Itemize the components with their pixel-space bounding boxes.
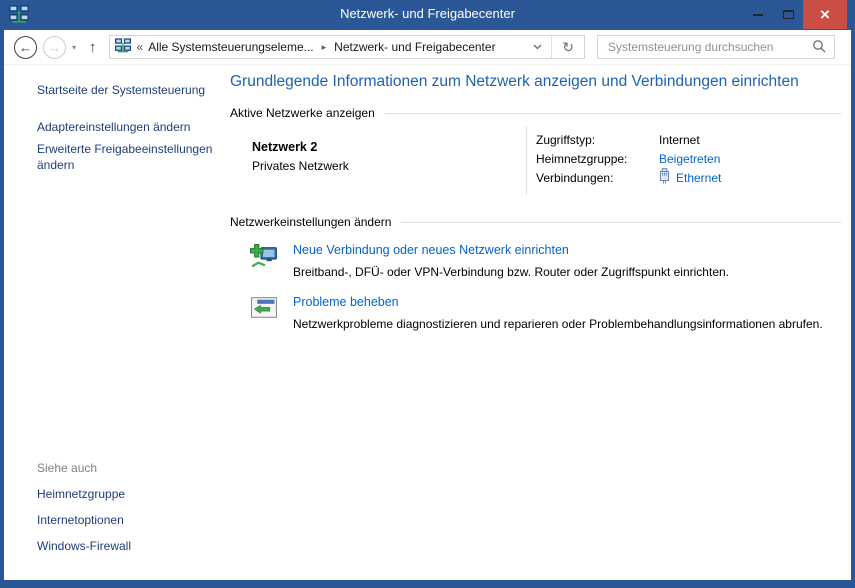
up-button[interactable] xyxy=(89,39,97,56)
network-settings-label: Netzwerkeinstellungen ändern xyxy=(230,215,392,229)
detail-label: Zugriffstyp: xyxy=(536,132,596,147)
troubleshoot-description: Netzwerkprobleme diagnostizieren und reparieren oder Problembehandlungsinformationen abrufen. xyxy=(293,317,823,331)
task-new-connection xyxy=(230,243,841,281)
search-icon[interactable] xyxy=(812,39,826,56)
maximize-icon xyxy=(783,10,794,19)
detail-row-access-type xyxy=(536,130,841,149)
homegroup-status-link[interactable]: Beigetreten xyxy=(659,151,721,166)
forward-icon: → xyxy=(48,39,61,55)
chevron-down-icon xyxy=(533,44,542,50)
forward-button[interactable] xyxy=(43,36,66,59)
detail-label: Verbindungen: xyxy=(536,170,614,185)
page-title: Grundlegende Informationen zum Netzwerk anzeigen und Verbindungen einrichten xyxy=(230,73,799,90)
breadcrumb-item-network-center[interactable]: Netzwerk- und Freigabecenter xyxy=(334,40,496,54)
network-type: Privates Netzwerk xyxy=(252,159,349,173)
back-icon: ← xyxy=(19,39,32,55)
detail-row-connections xyxy=(536,168,841,187)
access-type-value: Internet xyxy=(659,132,700,147)
active-networks-label: Aktive Netzwerke anzeigen xyxy=(230,106,375,120)
search-box[interactable] xyxy=(597,35,835,59)
minimize-button[interactable] xyxy=(743,0,773,29)
sidebar-item-change-adapter-settings[interactable]: Adaptereinstellungen ändern xyxy=(37,120,191,134)
see-also-section xyxy=(37,461,131,564)
back-button[interactable] xyxy=(14,36,37,59)
address-dropdown-button[interactable] xyxy=(524,44,551,50)
troubleshoot-link[interactable]: Probleme beheben xyxy=(293,295,399,309)
breadcrumb-item-control-panel[interactable]: Alle Systemsteuerungseleme... xyxy=(148,40,314,54)
network-summary xyxy=(230,126,526,195)
address-bar[interactable] xyxy=(109,35,585,59)
window-title: Netzwerk- und Freigabecenter xyxy=(340,6,515,21)
maximize-button[interactable] xyxy=(773,0,803,29)
sidebar-item-change-advanced-sharing[interactable]: Erweiterte Freigabeeinstellungen ändern xyxy=(37,142,213,172)
up-arrow-icon: ↑ xyxy=(89,38,97,56)
active-networks-section-header xyxy=(230,106,841,120)
main-pane xyxy=(230,65,851,580)
new-connection-description: Breitband-, DFÜ- oder VPN-Verbindung bzw. Router oder Zugriffspunkt einrichten. xyxy=(293,265,729,279)
titlebar[interactable] xyxy=(0,0,855,30)
navigation-bar xyxy=(4,30,851,65)
sidebar-item-control-panel-home[interactable]: Startseite der Systemsteuerung xyxy=(37,83,206,97)
window-body xyxy=(4,30,851,580)
breadcrumb-overflow-icon[interactable]: « xyxy=(136,40,144,54)
search-input[interactable] xyxy=(606,39,812,55)
network-details xyxy=(526,126,841,195)
ethernet-icon xyxy=(659,168,670,187)
close-icon: × xyxy=(820,4,830,24)
sidebar-item-internet-options[interactable]: Internetoptionen xyxy=(37,513,124,527)
detail-label: Heimnetzgruppe: xyxy=(536,151,628,166)
sidebar xyxy=(4,65,230,580)
chevron-down-icon: ▾ xyxy=(72,42,77,52)
close-button[interactable] xyxy=(803,0,847,29)
refresh-icon: ↻ xyxy=(562,38,574,55)
see-also-header: Siehe auch xyxy=(37,461,98,475)
troubleshoot-icon xyxy=(250,295,280,333)
new-connection-link[interactable]: Neue Verbindung oder neues Netzwerk einrichten xyxy=(293,243,569,257)
minimize-icon xyxy=(753,14,763,16)
breadcrumb-separator-icon[interactable]: ▸ xyxy=(321,41,327,52)
network-settings-section-header xyxy=(230,215,841,229)
recent-pages-dropdown[interactable] xyxy=(72,43,76,52)
sidebar-item-homegroup[interactable]: Heimnetzgruppe xyxy=(37,487,126,501)
network-name: Netzwerk 2 xyxy=(252,140,318,154)
task-troubleshoot xyxy=(230,295,841,333)
network-location-icon xyxy=(115,38,131,56)
active-network-item xyxy=(230,126,841,195)
ethernet-connection-link[interactable]: Ethernet xyxy=(676,170,722,185)
sidebar-item-windows-firewall[interactable]: Windows-Firewall xyxy=(37,539,132,553)
detail-row-homegroup xyxy=(536,149,841,168)
refresh-button[interactable] xyxy=(552,39,584,56)
new-connection-icon xyxy=(250,243,280,281)
